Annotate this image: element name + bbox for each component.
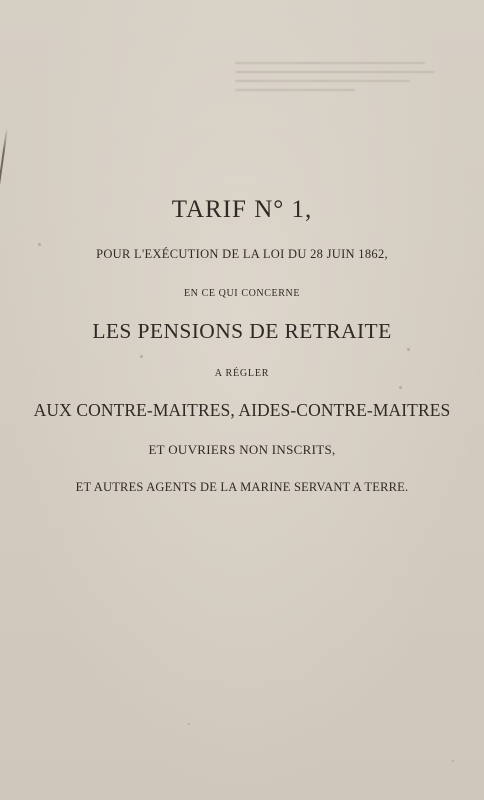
paper-speck [452,760,454,762]
paper-speck [38,243,41,246]
paper-speck [188,723,190,725]
paper-crease [0,128,8,247]
contre-maitres-heading: AUX CONTRE-MAITRES, AIDES-CONTRE-MAITRES [33,400,451,420]
paper-speck [399,386,402,389]
execution-line: POUR L'EXÉCUTION DE LA LOI DU 28 JUIN 1862, [96,247,388,261]
pensions-heading: LES PENSIONS DE RETRAITE [92,319,392,343]
agents-line: ET AUTRES AGENTS DE LA MARINE SERVANT A TERRE. [75,480,409,494]
concerne-line: EN CE QUI CONCERNE [183,288,301,299]
ouvriers-line: ET OUVRIERS NON INSCRITS, [148,442,336,457]
document-title: TARIF N° 1, [171,196,313,223]
paper-speck [407,348,410,351]
regler-line: A RÉGLER [214,368,270,379]
paper-speck [140,355,143,358]
bleed-through-text [235,55,435,105]
